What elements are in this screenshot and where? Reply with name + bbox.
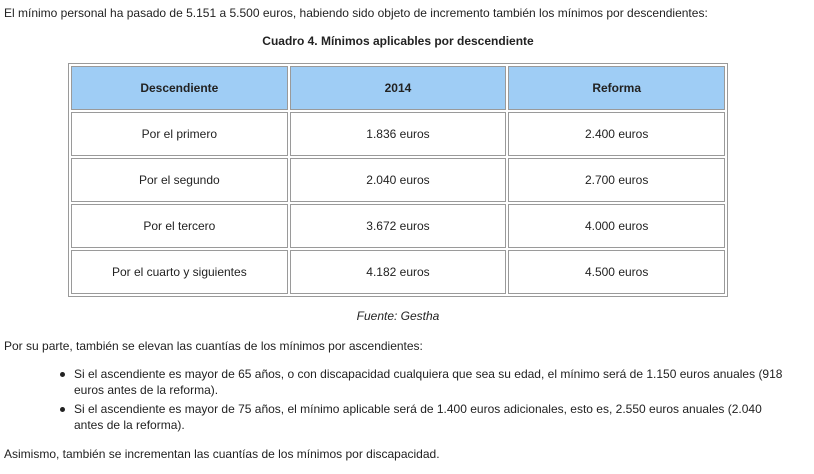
cell-2014: 2.040 euros [290,158,507,202]
intro-paragraph: El mínimo personal ha pasado de 5.151 a 5.500 euros, habiendo sido objeto de incremento también los mínimos por descendientes: [4,6,708,20]
bullet-icon [60,372,65,377]
cell-descendiente: Por el cuarto y siguientes [71,250,288,294]
list-item [58,401,788,433]
table-row [71,204,725,248]
table-row [71,250,725,294]
cell-2014: 3.672 euros [290,204,507,248]
cell-reforma: 2.400 euros [508,112,725,156]
list-item-text: Si el ascendiente es mayor de 75 años, el mínimo aplicable será de 1.400 euros adicionales, esto es, 2.550 euros anuales (2.040 antes de la reforma). [74,402,762,432]
list-item [58,366,788,398]
cell-reforma: 2.700 euros [508,158,725,202]
cell-descendiente: Por el tercero [71,204,288,248]
cell-2014: 1.836 euros [290,112,507,156]
descendant-minimums-table [68,63,728,297]
cell-2014: 4.182 euros [290,250,507,294]
ascendientes-list [58,366,788,436]
table-caption: Cuadro 4. Mínimos aplicables por descendiente [262,34,534,48]
cell-reforma: 4.000 euros [508,204,725,248]
table-source: Fuente: Gestha [356,309,440,323]
bullet-icon [60,407,65,412]
table-header-row [71,66,725,110]
header-reforma: Reforma [508,66,725,110]
cell-descendiente: Por el segundo [71,158,288,202]
table-row [71,158,725,202]
ascendientes-paragraph: Por su parte, también se elevan las cuantías de los mínimos por ascendientes: [4,339,423,353]
header-descendiente: Descendiente [71,66,288,110]
cell-reforma: 4.500 euros [508,250,725,294]
cell-descendiente: Por el primero [71,112,288,156]
list-item-text: Si el ascendiente es mayor de 65 años, o con discapacidad cualquiera que sea su edad, el mínimo será de 1.150 euros anuales (918 euros antes de la reforma). [74,367,783,397]
discapacidad-paragraph: Asimismo, también se incrementan las cuantías de los mínimos por discapacidad. [4,447,440,461]
table-row [71,112,725,156]
header-2014: 2014 [290,66,507,110]
